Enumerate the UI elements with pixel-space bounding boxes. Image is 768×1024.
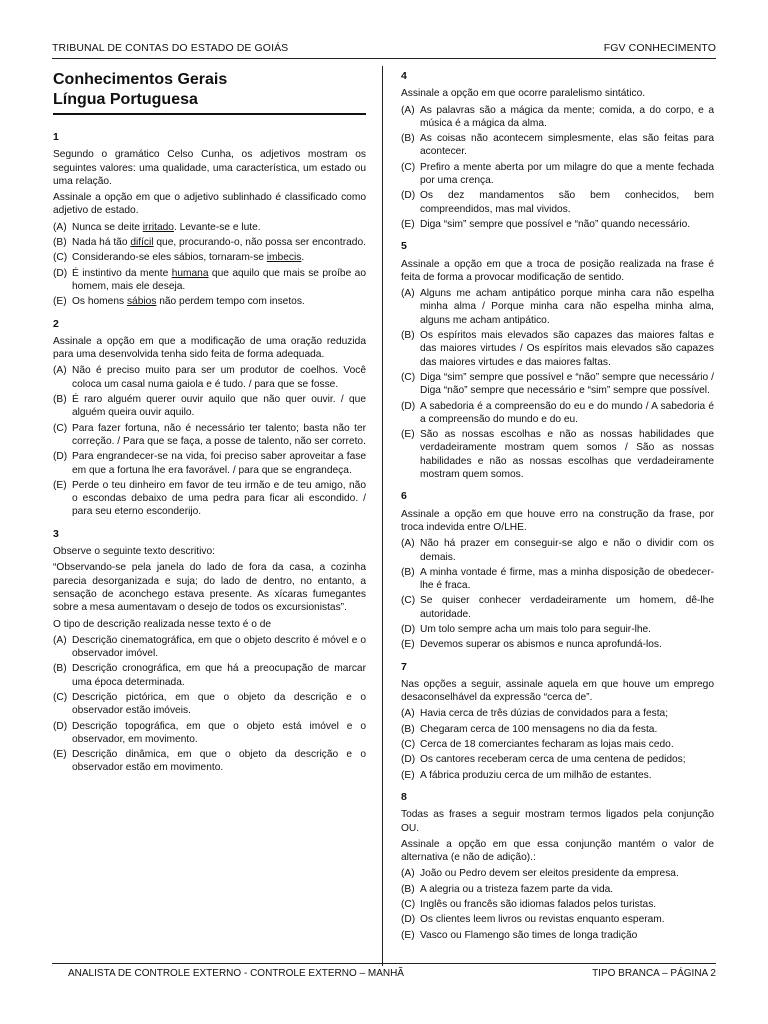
option-d bbox=[53, 450, 366, 477]
option-letter: (C) bbox=[53, 422, 68, 434]
underlined-adjective: irritado bbox=[142, 221, 174, 233]
option-c bbox=[401, 161, 714, 188]
option-e bbox=[401, 638, 714, 651]
option-text: João ou Pedro devem ser eleitos presidente da empresa. bbox=[420, 868, 679, 880]
option-letter: (B) bbox=[401, 330, 415, 342]
option-b bbox=[53, 662, 366, 689]
option-b bbox=[401, 132, 714, 159]
option-letter: (D) bbox=[53, 720, 68, 732]
option-a bbox=[53, 634, 366, 661]
section-title-1: Conhecimentos Gerais bbox=[53, 71, 228, 88]
option-letter: (B) bbox=[401, 566, 415, 578]
option-text: Descrição pictórica, em que o objeto da descrição e o observador estão imóveis. bbox=[72, 691, 366, 717]
option-d bbox=[401, 623, 714, 636]
option-letter: (A) bbox=[401, 538, 415, 550]
option-letter: (D) bbox=[401, 190, 416, 202]
option-a bbox=[401, 707, 714, 720]
option-text: Descrição topográfica, em que o objeto está imóvel e o observador, em movimento. bbox=[72, 720, 366, 745]
option-text: Cerca de 18 comerciantes fecharam as lojas mais cedo. bbox=[420, 739, 674, 751]
option-text: Um tolo sempre acha um mais tolo para seguir-lhe. bbox=[420, 623, 652, 635]
option-text: As palavras são a mágica da mente; comida, a do corpo, e a música é a mágica da alma. bbox=[420, 104, 714, 129]
option-text: Prefiro a mente aberta por um milagre do que a mente fechada por uma crença. bbox=[420, 161, 714, 187]
option-letter: (C) bbox=[401, 371, 416, 383]
option-text: Os dez mandamentos são bem conhecidos, bem compreendidos, mas mal vividos. bbox=[420, 190, 714, 215]
option-a bbox=[53, 221, 366, 234]
question-number: 7 bbox=[401, 660, 407, 673]
question-prompt: Assinale a opção em que a troca de posição realizada na frase é feita de forma a provocar modificação de sentido. bbox=[401, 258, 714, 283]
question-quote: “Observando-se pela janela do lado de fora da casa, a cozinha parecia desorganizada e suja; do lado de dentro, no entanto, a sensação de aconchego estava presente. As xícaras fumegantes sobre a mesa aumentavam o desejo de todos os excursionistas”. bbox=[53, 562, 366, 614]
option-c bbox=[53, 422, 366, 449]
question-1 bbox=[53, 131, 366, 309]
option-text-pre: Nada há tão bbox=[72, 237, 131, 249]
option-text: Perde o teu dinheiro em favor de teu irmão e de teu amigo, não o escondas debaixo de uma pedra para ficar ali escondido. / para seu eterno esconderijo. bbox=[72, 479, 366, 518]
question-4 bbox=[401, 70, 714, 231]
option-letter: (E) bbox=[401, 929, 415, 941]
option-d bbox=[53, 267, 366, 294]
question-number: 1 bbox=[53, 131, 59, 143]
column-divider bbox=[382, 66, 383, 966]
option-text: Inglês ou francês são idiomas falados pelos turistas. bbox=[420, 899, 657, 911]
options-list bbox=[401, 537, 714, 651]
option-letter: (B) bbox=[53, 237, 67, 249]
option-letter: (C) bbox=[53, 691, 68, 703]
option-text-pre: É instintivo da mente bbox=[72, 267, 172, 279]
option-text-post: não perdem tempo com insetos. bbox=[156, 296, 305, 308]
question-8 bbox=[401, 791, 714, 942]
option-letter: (C) bbox=[401, 739, 416, 751]
options-list bbox=[53, 221, 366, 309]
option-letter: (E) bbox=[53, 479, 67, 491]
option-letter: (E) bbox=[401, 429, 415, 441]
footer-page-info: TIPO BRANCA – PÁGINA 2 bbox=[592, 968, 716, 979]
option-text: Devemos superar os abismos e nunca aprofundá-los. bbox=[420, 639, 662, 651]
option-b bbox=[53, 393, 366, 420]
option-letter: (B) bbox=[401, 133, 415, 145]
option-b bbox=[53, 236, 366, 249]
option-letter: (D) bbox=[53, 451, 68, 463]
option-text: Não há prazer em conseguir-se algo e não o dividir com os demais. bbox=[420, 538, 714, 563]
page-footer bbox=[68, 968, 716, 982]
option-text-pre: Os homens bbox=[72, 296, 127, 308]
option-text bbox=[72, 221, 366, 234]
options-list bbox=[401, 867, 714, 941]
question-6 bbox=[401, 490, 714, 651]
option-text: Descrição dinâmica, em que o objeto da descrição e o observador estão em movimento. bbox=[72, 749, 366, 774]
option-letter: (A) bbox=[401, 868, 415, 880]
option-text: Os cantores receberam cerca de uma centena de pedidos; bbox=[420, 754, 686, 766]
option-e bbox=[401, 929, 714, 942]
section-heading bbox=[53, 70, 366, 115]
option-text: Descrição cronográfica, em que há a preocupação de marcar uma época determinada. bbox=[72, 663, 366, 688]
option-text: Vasco ou Flamengo são times de longa tradição bbox=[420, 929, 638, 941]
option-letter: (C) bbox=[401, 161, 416, 173]
option-text: Descrição cinematográfica, em que o objeto descrito é móvel e o observador imóvel. bbox=[72, 634, 366, 660]
option-letter: (D) bbox=[53, 267, 68, 279]
footer-exam-title: ANALISTA DE CONTROLE EXTERNO - CONTROLE EXTERNO – MANHÃ bbox=[68, 968, 404, 979]
option-text: É raro alguém querer ouvir aquilo que não quer ouvir. / que alguém queira ouvir aquilo. bbox=[72, 394, 366, 419]
question-2 bbox=[53, 318, 366, 519]
question-prompt: Nas opções a seguir, assinale aquela em que houve um emprego desaconselhável da expressão “cerca de”. bbox=[401, 678, 714, 704]
underlined-adjective: humana bbox=[171, 267, 209, 279]
option-d bbox=[401, 189, 714, 216]
option-text bbox=[72, 251, 366, 264]
option-text bbox=[72, 295, 366, 308]
option-letter: (E) bbox=[401, 218, 415, 230]
option-text: Alguns me acham antipático porque minha cara não espelha minha alma / Porque minha cara não espelha minha alma, alguns me acham antipático. bbox=[420, 288, 714, 326]
question-3 bbox=[53, 528, 366, 775]
option-text: A alegria ou a tristeza fazem parte da vida. bbox=[420, 883, 614, 895]
header-rule bbox=[52, 58, 716, 59]
option-letter: (D) bbox=[401, 623, 416, 635]
option-text: Se quiser conhecer verdadeiramente um homem, dê-lhe autoridade. bbox=[420, 595, 714, 620]
question-prompt: Assinale a opção em que a modificação de uma oração reduzida para uma desenvolvida tenha sido feita de forma adequada. bbox=[53, 335, 366, 361]
option-letter: (D) bbox=[401, 914, 416, 926]
underlined-adjective: imbecis bbox=[266, 252, 302, 264]
option-letter: (A) bbox=[401, 288, 415, 300]
option-letter: (E) bbox=[401, 769, 415, 781]
option-letter: (B) bbox=[401, 723, 415, 735]
option-text-pre: Considerando-se eles sábios, tornaram-se bbox=[72, 252, 267, 264]
option-letter: (A) bbox=[53, 221, 67, 233]
options-list bbox=[401, 104, 714, 232]
option-letter: (E) bbox=[53, 296, 67, 308]
option-e bbox=[53, 748, 366, 775]
option-text-post: que, procurando-o, não possa ser encontrado. bbox=[153, 237, 366, 249]
option-text bbox=[72, 236, 366, 249]
option-text: Chegaram cerca de 100 mensagens no dia da festa. bbox=[420, 723, 658, 735]
option-e bbox=[401, 769, 714, 782]
option-text-post: . bbox=[301, 252, 305, 264]
option-d bbox=[53, 720, 366, 747]
option-text: Diga “sim” sempre que possível e “não” quando necessário. bbox=[420, 218, 691, 230]
underlined-adjective: difícil bbox=[130, 237, 154, 249]
option-text: Diga “sim” sempre que possível e “não” sempre que necessário / Diga “não” sempre que necessário e “sim” sempre que possível. bbox=[420, 371, 714, 397]
question-5 bbox=[401, 240, 714, 481]
underlined-adjective: sábios bbox=[126, 296, 157, 308]
option-d bbox=[401, 913, 714, 926]
page-header bbox=[52, 42, 716, 56]
option-letter: (D) bbox=[401, 754, 416, 766]
option-a bbox=[401, 287, 714, 327]
option-letter: (A) bbox=[53, 634, 67, 646]
options-list bbox=[401, 287, 714, 481]
option-text: A sabedoria é a compreensão do eu e do mundo / A sabedoria é a compreensão do mundo e do eu. bbox=[420, 400, 714, 425]
option-b bbox=[401, 329, 714, 369]
question-number: 4 bbox=[401, 70, 407, 82]
option-c bbox=[401, 371, 714, 398]
question-prompt: Assinale a opção em que essa conjunção mantém o valor de alternativa (e não de adição).: bbox=[401, 838, 714, 864]
left-column bbox=[53, 70, 366, 777]
option-c bbox=[401, 594, 714, 621]
option-text: As coisas não acontecem simplesmente, elas são feitas para acontecer. bbox=[420, 133, 714, 158]
option-letter: (B) bbox=[53, 394, 67, 406]
option-letter: (B) bbox=[53, 663, 67, 675]
option-letter: (B) bbox=[401, 883, 415, 895]
question-prompt: Assinale a opção em que ocorre paralelismo sintático. bbox=[401, 88, 646, 100]
question-number: 8 bbox=[401, 790, 407, 803]
option-letter: (C) bbox=[401, 595, 416, 607]
option-text-pre: Nunca se deite bbox=[72, 221, 143, 233]
option-letter: (A) bbox=[401, 708, 415, 720]
option-text-post: . Levante-se e lute. bbox=[173, 221, 261, 233]
question-7 bbox=[401, 661, 714, 782]
option-text: Os espíritos mais elevados são capazes das maiores faltas e das maiores virtudes / Os espíritos mais elevados são capazes das maiores virtudes e das maiores faltas. bbox=[420, 330, 714, 368]
option-text: Havia cerca de três dúzias de convidados para a festa; bbox=[420, 708, 669, 720]
question-number: 6 bbox=[401, 490, 407, 503]
question-number: 5 bbox=[401, 240, 407, 253]
option-a bbox=[401, 104, 714, 131]
option-text: Não é preciso muito para ser um produtor de coelhos. Você coloca um casal numa gaiola e é tudo. / para que se fosse. bbox=[72, 365, 366, 390]
question-text: Segundo o gramático Celso Cunha, os adjetivos mostram os seguintes valores: uma qualidade, uma característica, um estado ou uma relação. bbox=[53, 149, 366, 187]
option-text: A minha vontade é firme, mas a minha disposição de obedecer-lhe é fraca. bbox=[420, 566, 714, 592]
question-prompt: Assinale a opção em que o adjetivo sublinhado é classificado como adjetivo de estado. bbox=[53, 192, 366, 217]
question-intro: Observe o seguinte texto descritivo: bbox=[53, 546, 215, 558]
question-number: 3 bbox=[53, 527, 59, 540]
option-e bbox=[401, 218, 714, 231]
option-text: Os clientes leem livros ou revistas enquanto esperam. bbox=[420, 914, 665, 926]
question-prompt: O tipo de descrição realizada nesse texto é o de bbox=[53, 618, 272, 630]
option-c bbox=[53, 251, 366, 264]
option-b bbox=[401, 723, 714, 736]
option-b bbox=[401, 566, 714, 593]
option-letter: (D) bbox=[401, 400, 416, 412]
option-a bbox=[401, 537, 714, 564]
option-text: São as nossas escolhas e não as nossas habilidades que verdadeiramente mostram quem somos / São as nossas habilidades e não as nossas escolhas que verdadeiramente mostram quem somos. bbox=[420, 429, 714, 481]
question-prompt: Assinale a opção em que houve erro na construção da frase, por troca indevida entre O/LHE. bbox=[401, 508, 714, 533]
option-a bbox=[53, 364, 366, 391]
option-text-post: que aquilo que mais se proíbe ao homem, mais ele deseja. bbox=[72, 267, 366, 292]
question-text: Todas as frases a seguir mostram termos ligados pela conjunção OU. bbox=[401, 809, 714, 834]
option-c bbox=[53, 691, 366, 718]
option-text: Para engrandecer-se na vida, foi preciso saber aproveitar a fase em que a fortuna lhe era favorável. / para que se engrandeça. bbox=[72, 451, 366, 476]
option-c bbox=[401, 898, 714, 911]
header-organizer: FGV CONHECIMENTO bbox=[603, 42, 716, 54]
option-letter: (E) bbox=[401, 639, 415, 651]
option-d bbox=[401, 400, 714, 427]
option-e bbox=[401, 428, 714, 481]
section-rule bbox=[53, 113, 366, 115]
section-title-2: Língua Portuguesa bbox=[53, 91, 198, 108]
option-d bbox=[401, 753, 714, 766]
options-list bbox=[401, 707, 714, 781]
question-number: 2 bbox=[53, 317, 59, 330]
options-list bbox=[53, 364, 366, 518]
option-text bbox=[72, 267, 366, 294]
option-text: A fábrica produziu cerca de um milhão de estantes. bbox=[420, 769, 652, 781]
footer-rule bbox=[52, 963, 716, 964]
option-letter: (E) bbox=[53, 749, 67, 761]
option-letter: (C) bbox=[401, 899, 416, 911]
option-e bbox=[53, 479, 366, 519]
right-column bbox=[401, 70, 714, 944]
option-letter: (A) bbox=[53, 365, 67, 377]
options-list bbox=[53, 634, 366, 775]
option-b bbox=[401, 883, 714, 896]
option-a bbox=[401, 867, 714, 880]
option-e bbox=[53, 295, 366, 308]
option-text: Para fazer fortuna, não é necessário ter talento; basta não ter correção. / Para que se faça, a posse de talento, não ser correto. bbox=[72, 422, 366, 447]
option-letter: (C) bbox=[53, 252, 68, 264]
option-c bbox=[401, 738, 714, 751]
option-letter: (A) bbox=[401, 104, 415, 116]
header-institution: TRIBUNAL DE CONTAS DO ESTADO DE GOIÁS bbox=[52, 42, 289, 54]
